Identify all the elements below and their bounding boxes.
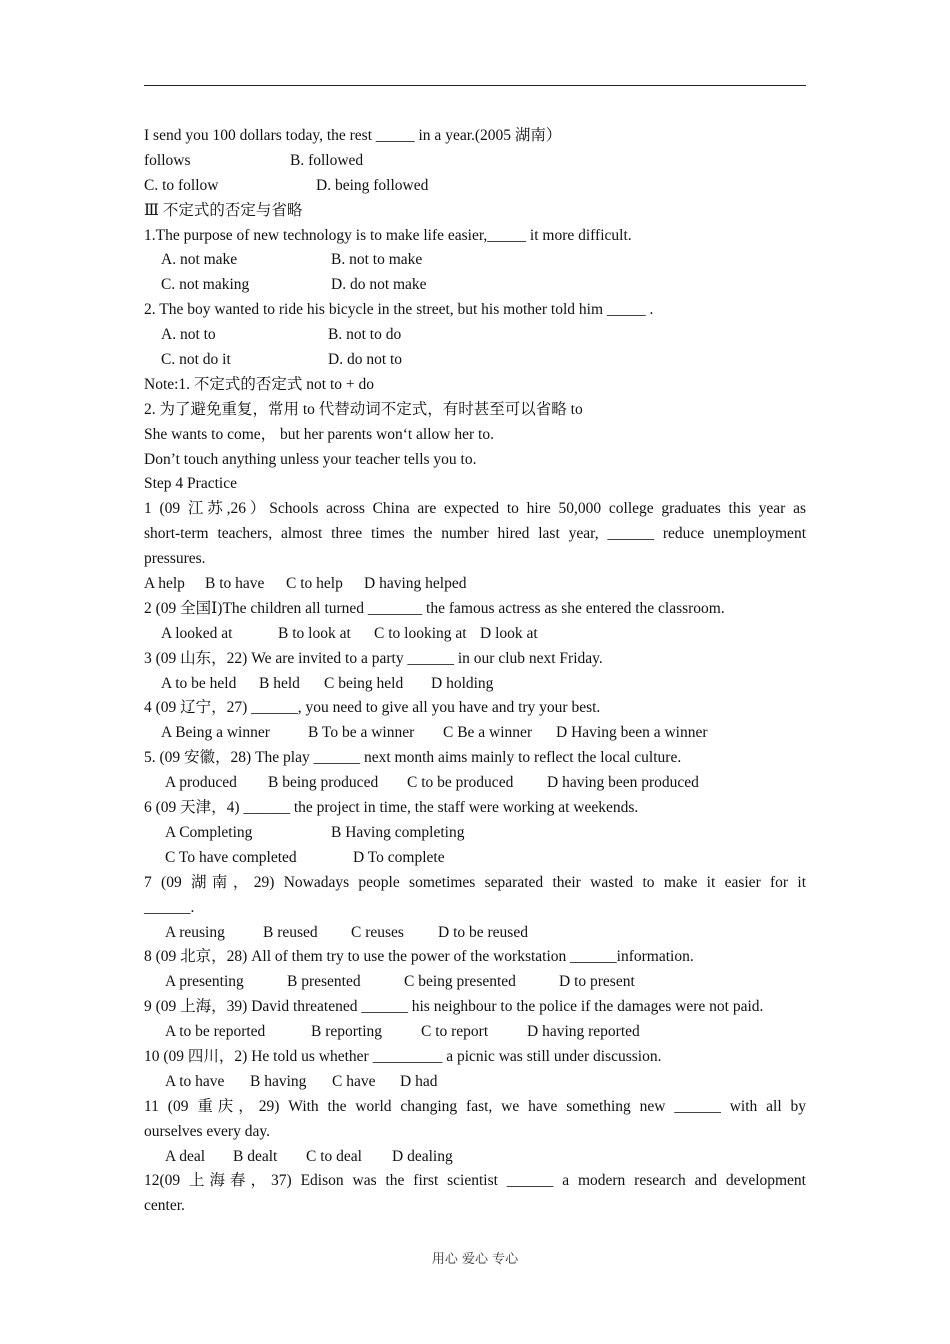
option: D had	[400, 1072, 438, 1090]
question-text: 2. The boy wanted to ride his bicycle in the street, but his mother told him _____ .	[144, 301, 654, 319]
option: D dealing	[392, 1147, 453, 1165]
option: A. not make	[161, 251, 238, 269]
question-text: ______.	[144, 898, 195, 916]
option-line	[144, 273, 806, 298]
option: B dealt	[233, 1147, 278, 1165]
page-footer: 用心 爱心 专心	[431, 1252, 519, 1267]
section-heading: Ⅲ 不定式的否定与省略	[144, 201, 303, 219]
option: D. do not to	[328, 351, 403, 369]
option: A Being a winner	[161, 724, 270, 742]
question-text: 7 (09 湖南，29) Nowadays people sometimes separated their wasted to make it easier for it	[144, 873, 806, 891]
option: C. not do it	[161, 351, 231, 369]
option-line	[144, 970, 806, 995]
option: B presented	[287, 973, 361, 991]
question-text: center.	[144, 1197, 185, 1215]
question-text: ourselves every day.	[144, 1122, 270, 1140]
option: A looked at	[161, 624, 233, 642]
option: follows	[144, 151, 191, 169]
option: A presenting	[165, 973, 244, 991]
option: D. do not make	[331, 276, 427, 294]
question-text: 6 (09 天津，4) ______ the project in time, the staff were working at weekends.	[144, 799, 639, 817]
option-line	[144, 721, 806, 746]
option: A to have	[165, 1072, 225, 1090]
option-line	[144, 248, 806, 273]
option: A. not to	[161, 326, 216, 344]
option-line	[144, 672, 806, 697]
note-line: 2. 为了避免重复，常用 to 代替动词不定式，有时甚至可以省略 to	[144, 400, 583, 418]
option: B reporting	[311, 1023, 383, 1041]
example-line: Don’t touch anything unless your teacher tells you to.	[144, 450, 477, 468]
option: D to present	[559, 973, 635, 991]
option: D To complete	[353, 848, 445, 866]
option-line	[144, 1070, 806, 1095]
document-body	[144, 124, 806, 1219]
option-line	[144, 846, 806, 871]
step-heading: Step 4 Practice	[144, 475, 237, 493]
question-text: 4 (09 辽宁，27) ______, you need to give all you have and try your best.	[144, 699, 601, 717]
question-text: 9 (09 上海，39) David threatened ______ his neighbour to the police if the damages were not paid.	[144, 998, 764, 1016]
question-text: pressures.	[144, 550, 206, 568]
option: B being produced	[268, 774, 379, 792]
option-line	[144, 1020, 806, 1045]
example-line: She wants to come， but her parents won‘t allow her to.	[144, 425, 494, 443]
option: D look at	[480, 624, 538, 642]
option: C being presented	[404, 973, 516, 991]
option: D. being followed	[316, 176, 429, 194]
option: D having been produced	[547, 774, 699, 792]
question-text: 10 (09 四川，2) He told us whether _________ a picnic was still under discussion.	[144, 1047, 662, 1065]
option: B having	[250, 1072, 307, 1090]
option: D holding	[431, 674, 494, 692]
text-line: I send you 100 dollars today, the rest _____ in a year.(2005 湖南）	[144, 127, 562, 144]
option: C to report	[421, 1023, 489, 1041]
option: A to be reported	[165, 1023, 266, 1041]
option-line	[144, 572, 806, 597]
option: B. not to make	[331, 251, 423, 269]
question-text: 1.The purpose of new technology is to make life easier,_____ it more difficult.	[144, 226, 632, 244]
option: C Be a winner	[443, 724, 533, 742]
option-line	[144, 821, 806, 846]
option: A to be held	[161, 674, 237, 692]
option: B. not to do	[328, 326, 402, 344]
question-text: 8 (09 北京，28) All of them try to use the power of the workstation ______information.	[144, 948, 694, 966]
option: B to look at	[278, 624, 351, 642]
header-rule	[144, 85, 806, 86]
question-text: 2 (09 全国Ⅰ)The children all turned _______ the famous actress as she entered the classroom.	[144, 599, 725, 617]
option: C being held	[324, 674, 404, 692]
option: C to looking at	[374, 624, 467, 642]
option: B reused	[263, 923, 318, 941]
option: B Having completing	[331, 823, 465, 841]
option: C have	[332, 1072, 376, 1090]
option: D to be reused	[438, 923, 528, 941]
option-line	[144, 1145, 806, 1170]
option-line	[144, 149, 806, 174]
option: D Having been a winner	[556, 724, 708, 742]
option: B To be a winner	[308, 724, 415, 742]
option: B. followed	[290, 151, 364, 169]
option-line	[144, 921, 806, 946]
option: B held	[259, 674, 300, 692]
option: A deal	[165, 1147, 206, 1165]
question-text: 11 (09 重庆，29) With the world changing fast, we have something new ______ with all by	[144, 1097, 806, 1115]
option: C to be produced	[407, 774, 514, 792]
option: A help	[144, 575, 185, 593]
option: C reuses	[351, 923, 404, 941]
question-text: 1 (09 江苏,26）Schools across China are expected to hire 50,000 college graduates this year as	[144, 500, 806, 518]
note-line: Note:1. 不定式的否定式 not to + do	[144, 375, 375, 393]
option: A Completing	[165, 823, 253, 841]
option: C To have completed	[165, 848, 297, 866]
option: A produced	[165, 774, 237, 792]
option: D having reported	[527, 1023, 640, 1041]
option: C. not making	[161, 276, 250, 294]
option: D having helped	[364, 575, 467, 593]
option-line	[144, 323, 806, 348]
option-line	[144, 622, 806, 647]
option-line	[144, 174, 806, 199]
question-text: 3 (09 山东，22) We are invited to a party ______ in our club next Friday.	[144, 649, 603, 667]
option: A reusing	[165, 923, 225, 941]
option-line	[144, 771, 806, 796]
question-text: 5. (09 安徽，28) The play ______ next month aims mainly to reflect the local culture.	[144, 749, 682, 767]
option: C to deal	[306, 1147, 362, 1165]
question-text: short-term teachers, almost three times the number hired last year, ______ reduce unemployment	[144, 525, 806, 543]
option: C. to follow	[144, 176, 219, 194]
question-text: 12(09 上海春，37) Edison was the first scientist ______ a modern research and development	[144, 1172, 806, 1190]
option: C to help	[286, 575, 343, 593]
option: B to have	[205, 575, 265, 593]
option-line	[144, 348, 806, 373]
